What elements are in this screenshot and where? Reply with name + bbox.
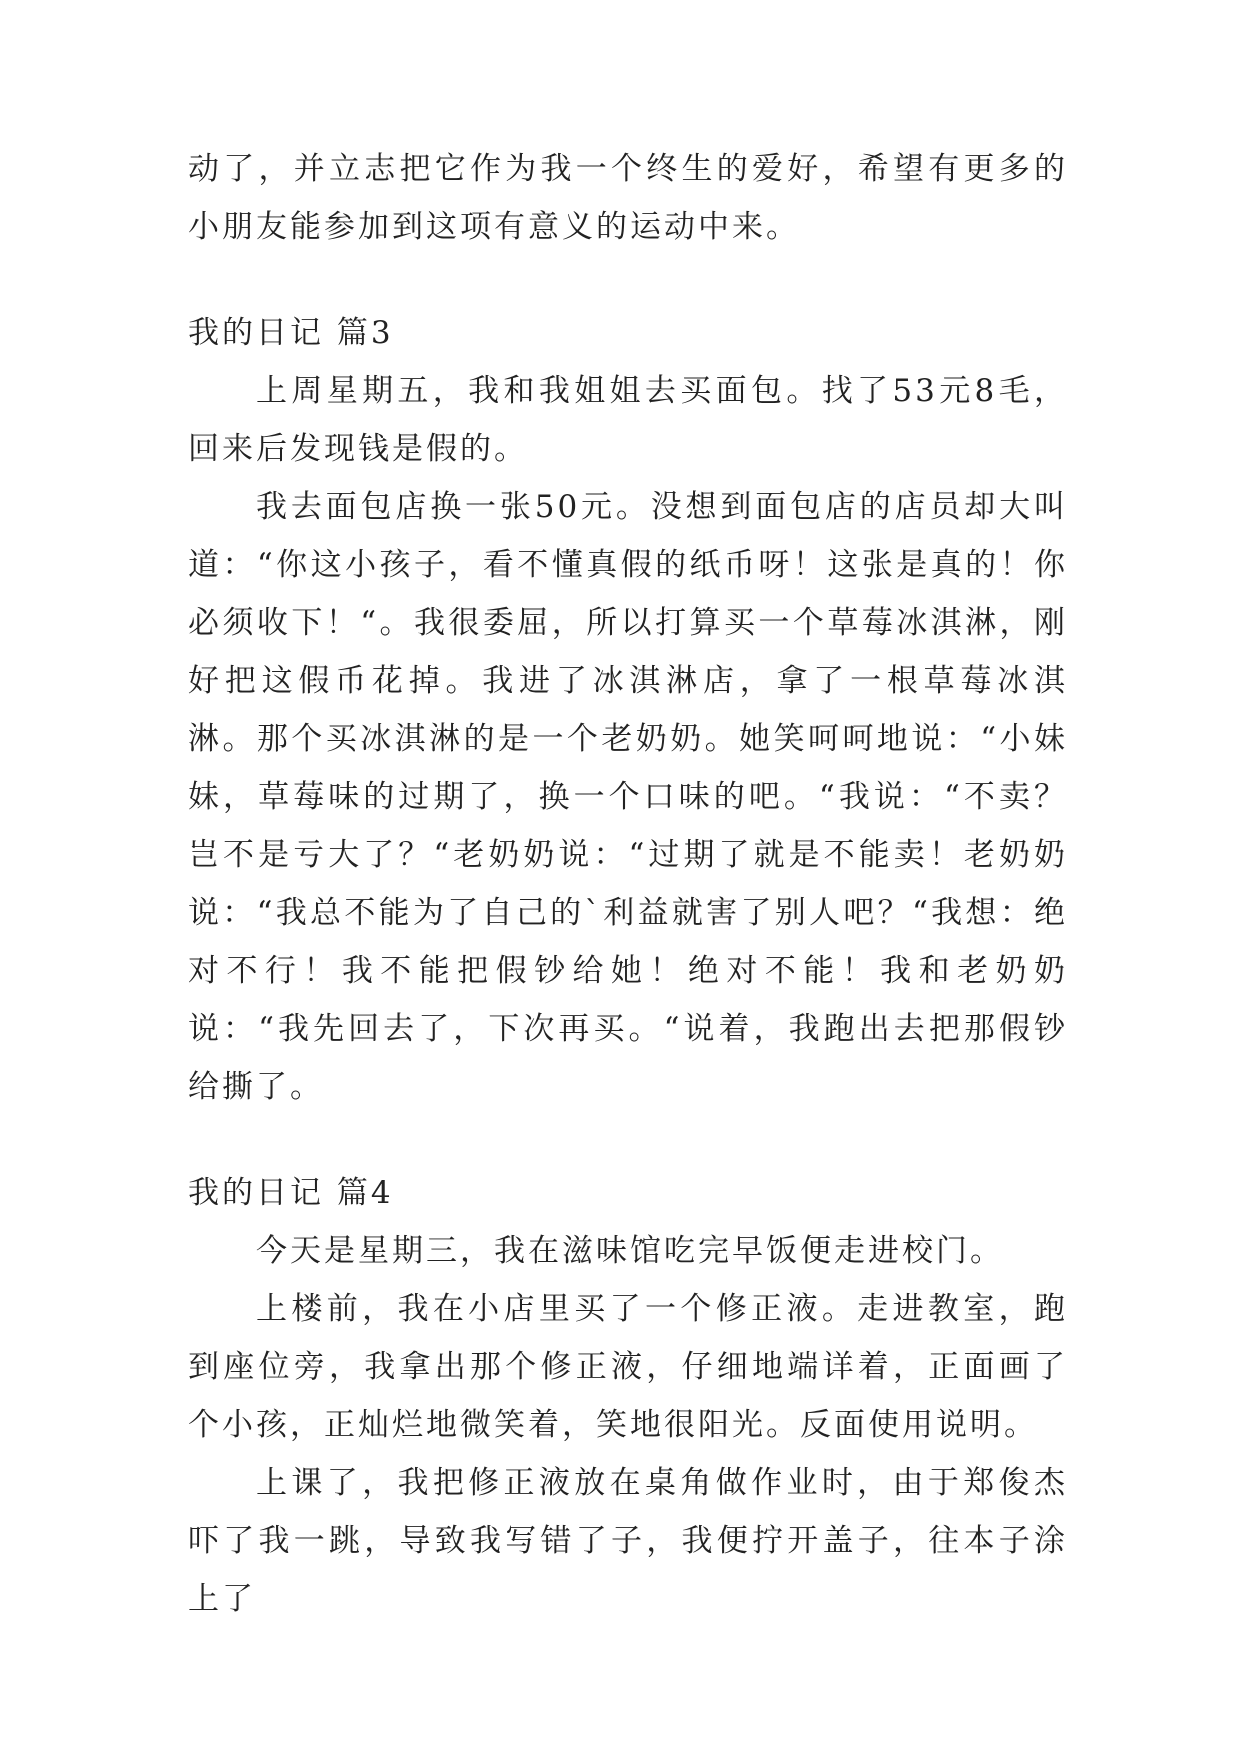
entry3-heading: 我的日记 篇3 (188, 315, 394, 351)
entry3-paragraph-2: 我去面包店换一张50元。没想到面包店的店员却大叫道：“你这小孩子，看不懂真假的纸币呀！这张是真的！你必须收下！“。我很委屈，所以打算买一个草莓冰淇淋，刚好把这假币花掉。我进了冰淇淋店，拿了一根草莓冰淇淋。那个买冰淇淋的是一个老奶奶。她笑呵呵地说：“小妹妹，草莓味的过期了，换一个口味的吧。“我说：“不卖？岂不是亏大了？“老奶奶说：“过期了就是不能卖！老奶奶说：“我总不能为了自己的`利益就害了别人吧？“我想：绝对不行！我不能把假钞给她！绝对不能！我和老奶奶说：“我先回去了，下次再买。“说着，我跑出去把那假钞给撕了。 (188, 489, 1068, 1105)
document-page (188, 140, 1068, 1628)
entry4-paragraph-3: 上课了，我把修正液放在桌角做作业时，由于郑俊杰吓了我一跳，导致我写错了子，我便拧开盖子，往本子涂上了 (188, 1465, 1068, 1617)
entry4-paragraph-2: 上楼前，我在小店里买了一个修正液。走进教室，跑到座位旁，我拿出那个修正液，仔细地端详着，正面画了个小孩，正灿烂地微笑着，笑地很阳光。反面使用说明。 (188, 1291, 1068, 1443)
entry4-paragraph-1: 今天是星期三，我在滋味馆吃完早饭便走进校门。 (256, 1233, 1004, 1269)
intro-paragraph: 动了，并立志把它作为我一个终生的爱好，希望有更多的小朋友能参加到这项有意义的运动中来。 (188, 151, 1068, 245)
entry3-paragraph-1: 上周星期五，我和我姐姐去买面包。找了53元8毛，回来后发现钱是假的。 (188, 373, 1068, 467)
entry4-heading: 我的日记 篇4 (188, 1175, 394, 1211)
